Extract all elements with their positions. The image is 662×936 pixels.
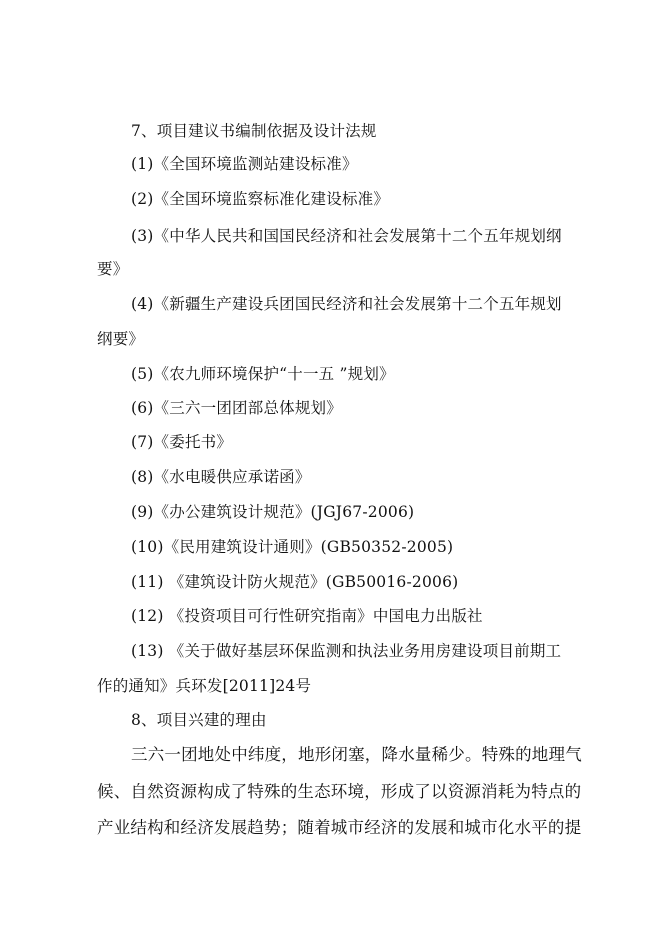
reference-item-3-continuation: 要》	[97, 260, 129, 278]
reference-item-12: (12) 《投资项目可行性研究指南》中国电力出版社	[131, 607, 483, 625]
reference-item-11: (11) 《建筑设计防火规范》(GB50016-2006)	[131, 573, 459, 591]
reference-item-6: (6)《三六一团团部总体规划》	[131, 399, 342, 417]
reference-item-1: (1)《全国环境监测站建设标准》	[131, 155, 358, 173]
reference-item-9: (9)《办公建筑设计规范》(JGJ67-2006)	[131, 503, 415, 521]
reference-item-8: (8)《水电暖供应承诺函》	[131, 468, 311, 486]
reference-item-10: (10)《民用建筑设计通则》(GB50352-2005)	[131, 538, 454, 556]
reference-item-13: (13) 《关于做好基层环保监测和执法业务用房建设项目前期工	[131, 642, 562, 660]
reference-item-2: (2)《全国环境监察标准化建设标准》	[131, 190, 390, 208]
paragraph-line-3: 产业结构和经济发展趋势；随着城市经济的发展和城市化水平的提	[97, 818, 582, 837]
section-8-heading: 8、项目兴建的理由	[131, 711, 267, 729]
reference-item-5: (5)《农九师环境保护“十一五 ”规划》	[131, 365, 395, 383]
reference-item-13-continuation: 作的通知》兵环发[2011]24号	[97, 677, 312, 695]
section-7-heading: 7、项目建议书编制依据及设计法规	[131, 122, 377, 140]
paragraph-line-1: 三六一团地处中纬度，地形闭塞，降水量稀少。特殊的地理气	[131, 745, 582, 764]
paragraph-line-2: 候、自然资源构成了特殊的生态环境，形成了以资源消耗为特点的	[97, 782, 582, 801]
reference-item-3: (3)《中华人民共和国国民经济和社会发展第十二个五年规划纲	[131, 227, 562, 245]
reference-item-4: (4)《新疆生产建设兵团国民经济和社会发展第十二个五年规划	[131, 295, 562, 313]
reference-item-7: (7)《委托书》	[131, 433, 233, 451]
reference-item-4-continuation: 纲要》	[97, 330, 145, 348]
